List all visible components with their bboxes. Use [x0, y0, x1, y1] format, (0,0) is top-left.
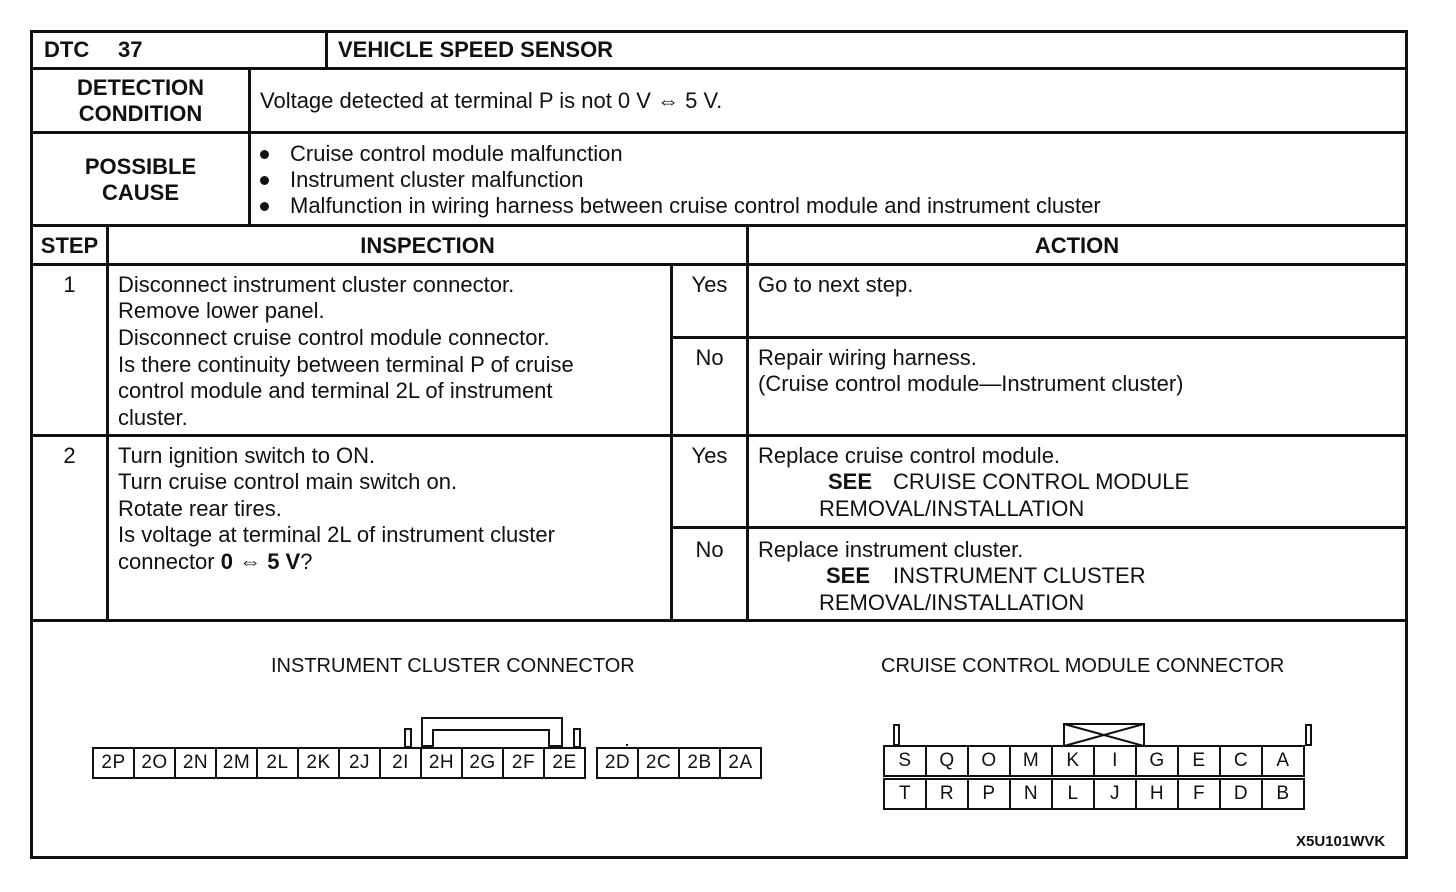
pin-i: I — [1093, 745, 1137, 777]
detection-text: Voltage detected at terminal P is not 0 V ⇔ 5 V. — [260, 88, 723, 113]
pin-2k: 2K — [297, 747, 340, 779]
pin-2m: 2M — [215, 747, 258, 779]
pin-2l: 2L — [256, 747, 299, 779]
pin-a: A — [1261, 745, 1305, 777]
cause-label: POSSIBLE — [84, 154, 197, 179]
pin-e: E — [1177, 745, 1221, 777]
reference-link[interactable]: CRUISE CONTROL MODULE — [893, 469, 1190, 494]
inspection-line: Disconnect cruise control module connector. — [118, 325, 550, 350]
connector-latch — [432, 729, 550, 749]
pin-2a: 2A — [719, 747, 762, 779]
cause-item: Instrument cluster malfunction — [290, 167, 584, 192]
inspection-suffix: ? — [300, 549, 313, 574]
pin-p: P — [967, 778, 1011, 810]
connector-tab — [893, 724, 900, 746]
column-header-step: STEP — [40, 233, 99, 258]
column-header-inspection: INSPECTION — [360, 233, 495, 258]
inspection-line: Turn cruise control main switch on. — [118, 469, 458, 494]
inspection-line: Remove lower panel. — [118, 298, 325, 323]
pin-r: R — [925, 778, 969, 810]
instrument-connector-title: INSTRUMENT CLUSTER CONNECTOR — [271, 655, 635, 677]
pin-2h: 2H — [420, 747, 463, 779]
answer-no: No — [695, 537, 724, 562]
divider — [30, 67, 1408, 70]
pin-q: Q — [925, 745, 969, 777]
cause-item: Malfunction in wiring harness between cruise control module and instrument cluster — [290, 193, 1101, 218]
bullet-icon — [260, 150, 269, 159]
pin-m: M — [1009, 745, 1053, 777]
dtc-code: 37 — [118, 37, 143, 62]
figure-code: X5U101WVK — [1296, 833, 1386, 850]
pin-2c: 2C — [637, 747, 680, 779]
cause-label: CAUSE — [101, 180, 179, 205]
divider — [30, 619, 1408, 622]
pin-t: T — [883, 778, 927, 810]
pin-2p: 2P — [92, 747, 135, 779]
pin-2n: 2N — [174, 747, 217, 779]
action-line: Go to next step. — [758, 272, 914, 297]
divider — [30, 224, 1408, 227]
see-label: SEE — [826, 563, 871, 588]
pin-2i: 2I — [379, 747, 422, 779]
divider — [106, 224, 109, 620]
inspection-line: control module and terminal 2L of instrument — [118, 378, 553, 403]
column-header-action: ACTION — [1034, 233, 1120, 258]
cause-item: Cruise control module malfunction — [290, 141, 623, 166]
bullet-icon — [260, 202, 269, 211]
pin-n: N — [1009, 778, 1053, 810]
inspection-line: cluster. — [118, 405, 188, 430]
pin-d: D — [1219, 778, 1263, 810]
step-number: 2 — [63, 443, 76, 468]
bullet-icon — [260, 176, 269, 185]
divider — [30, 131, 1408, 134]
dtc-label: DTC — [44, 37, 90, 62]
divider — [746, 224, 749, 620]
connector-lock-icon — [1063, 723, 1145, 747]
inspection-line: Is there continuity between terminal P of cruise — [118, 352, 574, 377]
divider — [325, 30, 328, 68]
pin-2e: 2E — [543, 747, 586, 779]
detection-label: DETECTION — [76, 75, 205, 100]
pin-o: O — [967, 745, 1011, 777]
divider — [670, 263, 673, 620]
pin-c: C — [1219, 745, 1263, 777]
answer-yes: Yes — [691, 443, 728, 468]
detection-label: CONDITION — [78, 101, 203, 126]
divider — [30, 263, 1408, 266]
pin-2b: 2B — [678, 747, 721, 779]
pin-j: J — [1093, 778, 1137, 810]
cruise-connector-title: CRUISE CONTROL MODULE CONNECTOR — [881, 655, 1285, 677]
pin-h: H — [1135, 778, 1179, 810]
inspection-line: Rotate rear tires. — [118, 496, 282, 521]
action-line: Replace instrument cluster. — [758, 537, 1024, 562]
connector-tab — [404, 728, 412, 748]
pin-b: B — [1261, 778, 1305, 810]
divider — [248, 67, 251, 225]
action-line: Repair wiring harness. — [758, 345, 977, 370]
pin-k: K — [1051, 745, 1095, 777]
reference-link[interactable]: REMOVAL/INSTALLATION — [819, 590, 1085, 615]
pin-2f: 2F — [502, 747, 545, 779]
inspection-line: Turn ignition switch to ON. — [118, 443, 376, 468]
action-line: (Cruise control module—Instrument cluster) — [758, 371, 1184, 396]
reference-link[interactable]: INSTRUMENT CLUSTER — [893, 563, 1146, 588]
pin-2d: 2D — [596, 747, 639, 779]
voltage-value: 0 ⇔ 5 V — [220, 549, 301, 574]
page-title: VEHICLE SPEED SENSOR — [338, 37, 614, 62]
inspection-line: Disconnect instrument cluster connector. — [118, 272, 515, 297]
answer-no: No — [695, 345, 724, 370]
reference-link[interactable]: REMOVAL/INSTALLATION — [819, 496, 1085, 521]
divider — [670, 336, 1408, 339]
connector-tab — [573, 728, 581, 748]
inspection-prefix: connector — [118, 549, 221, 574]
see-label: SEE — [828, 469, 873, 494]
divider — [670, 526, 1408, 529]
divider — [30, 434, 1408, 437]
pin-g: G — [1135, 745, 1179, 777]
pin-2o: 2O — [133, 747, 176, 779]
connector-tab — [1305, 724, 1312, 746]
pin-l: L — [1051, 778, 1095, 810]
pin-f: F — [1177, 778, 1221, 810]
step-number: 1 — [63, 272, 76, 297]
inspection-line: Is voltage at terminal 2L of instrument cluster — [118, 522, 555, 547]
pin-2j: 2J — [338, 747, 381, 779]
inspection-line — [118, 549, 312, 576]
action-line: Replace cruise control module. — [758, 443, 1061, 468]
pin-s: S — [883, 745, 927, 777]
answer-yes: Yes — [691, 272, 728, 297]
pin-2g: 2G — [461, 747, 504, 779]
